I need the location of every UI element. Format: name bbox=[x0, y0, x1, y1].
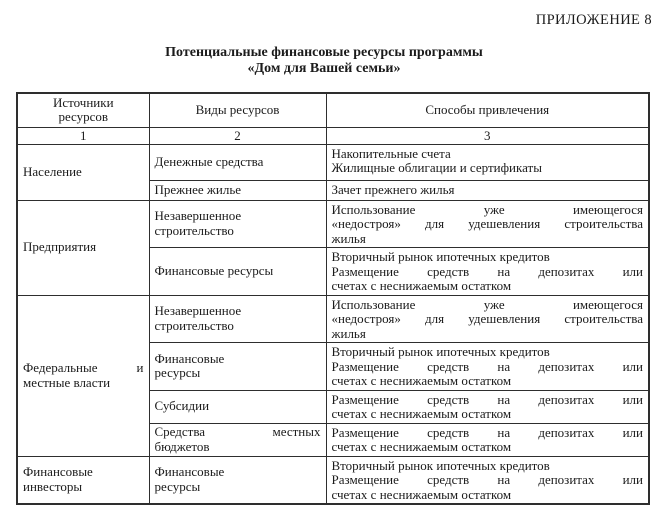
resource-text: строительство bbox=[154, 317, 234, 333]
method-line: Использование уже имеющегося bbox=[331, 296, 643, 312]
method-line: Использование уже имеющегося bbox=[331, 201, 643, 217]
method-line: Размещение средств на депозитах или bbox=[331, 472, 643, 487]
header-sources bbox=[17, 93, 149, 127]
table-row bbox=[17, 144, 649, 180]
resource-cell bbox=[149, 144, 326, 180]
resource-cell bbox=[149, 295, 326, 343]
methods-cell bbox=[326, 144, 649, 180]
method-line: счетах с неснижаемым остатком bbox=[331, 406, 512, 421]
resource-text: Денежные средства bbox=[154, 153, 264, 169]
resource-cell bbox=[149, 343, 326, 391]
table-row bbox=[17, 295, 649, 343]
method-line: «недостроя» для удешевления строительства bbox=[331, 311, 643, 326]
document-title bbox=[16, 45, 632, 77]
resource-cell bbox=[149, 248, 326, 296]
resource-text: Средства местных bbox=[154, 424, 321, 439]
method-line: Накопительные счета bbox=[331, 145, 451, 161]
method-line: Размещение средств на депозитах или bbox=[331, 424, 643, 440]
method-line: Вторичный рынок ипотечных кредитов bbox=[331, 344, 550, 359]
methods-cell bbox=[326, 423, 649, 456]
method-line: Размещение средств на депозитах или bbox=[331, 263, 643, 279]
resource-text: Финансовые bbox=[154, 464, 225, 480]
resource-text: бюджетов bbox=[154, 438, 210, 454]
methods-cell bbox=[326, 390, 649, 423]
resource-text: Финансовые ресурсы bbox=[154, 263, 274, 278]
resource-cell bbox=[149, 390, 326, 423]
resource-cell bbox=[149, 180, 326, 200]
resources-table bbox=[16, 92, 650, 505]
source-cell-naselenie bbox=[17, 144, 149, 200]
source-text: Федеральные и bbox=[23, 360, 144, 375]
methods-cell bbox=[326, 248, 649, 296]
method-line: жилья bbox=[331, 230, 366, 246]
column-number-3: 3 bbox=[326, 127, 649, 144]
table-row bbox=[17, 456, 649, 504]
title-line-2: «Дом для Вашей семьи» bbox=[247, 61, 401, 76]
source-cell-investory bbox=[17, 456, 149, 504]
source-text: инвесторы bbox=[23, 478, 83, 494]
resource-text: строительство bbox=[154, 222, 234, 238]
header-attraction-methods: Способы привлечения bbox=[326, 93, 649, 127]
methods-cell bbox=[326, 295, 649, 343]
method-line: жилья bbox=[331, 325, 366, 341]
source-text: Финансовые bbox=[23, 464, 93, 480]
method-line: счетах с неснижаемым остатком bbox=[331, 486, 512, 502]
table-header-row bbox=[17, 93, 649, 127]
resource-text: ресурсы bbox=[154, 365, 201, 381]
resource-cell bbox=[149, 423, 326, 456]
method-line: Размещение средств на депозитах или bbox=[331, 358, 643, 374]
column-number-2: 2 bbox=[149, 127, 326, 144]
resource-text: Субсидии bbox=[154, 398, 210, 414]
resource-text: ресурсы bbox=[154, 478, 201, 494]
header-sources-line1: Источники bbox=[52, 94, 114, 110]
table-row bbox=[17, 200, 649, 248]
header-sources-line2: ресурсов bbox=[58, 109, 109, 125]
method-line: Вторичный рынок ипотечных кредитов bbox=[331, 249, 550, 264]
method-line: «недостроя» для удешевления строительства bbox=[331, 216, 643, 231]
resource-cell bbox=[149, 200, 326, 248]
resource-text: Прежнее жилье bbox=[154, 181, 242, 197]
method-line: Размещение средств на депозитах или bbox=[331, 391, 643, 407]
method-line: счетах с неснижаемым остатком bbox=[331, 278, 512, 293]
source-text: местные власти bbox=[23, 374, 111, 390]
header-resource-types: Виды ресурсов bbox=[149, 93, 326, 127]
methods-cell bbox=[326, 200, 649, 248]
resource-cell bbox=[149, 456, 326, 504]
source-text: Предприятия bbox=[23, 239, 97, 255]
source-cell-predpriyatiya bbox=[17, 200, 149, 295]
resource-text: Финансовые bbox=[154, 350, 225, 366]
appendix-label: ПРИЛОЖЕНИЕ 8 bbox=[535, 12, 652, 28]
column-number-1: 1 bbox=[17, 127, 149, 144]
source-text: Население bbox=[23, 163, 82, 179]
methods-cell bbox=[326, 343, 649, 391]
methods-cell bbox=[326, 456, 649, 504]
method-line: Зачет прежнего жилья bbox=[331, 181, 455, 197]
source-cell-vlasti bbox=[17, 295, 149, 456]
method-line: счетах с неснижаемым остатком bbox=[331, 439, 512, 454]
methods-cell bbox=[326, 180, 649, 200]
resource-text: Незавершенное bbox=[154, 208, 242, 224]
resource-text: Незавершенное bbox=[154, 303, 242, 319]
method-line: счетах с неснижаемым остатком bbox=[331, 373, 512, 388]
method-line: Вторичный рынок ипотечных кредитов bbox=[331, 457, 550, 473]
method-line: Жилищные облигации и сертификаты bbox=[331, 160, 542, 175]
title-line-1: Потенциальные финансовые ресурсы программы bbox=[165, 45, 483, 60]
column-numbers-row bbox=[17, 127, 649, 144]
